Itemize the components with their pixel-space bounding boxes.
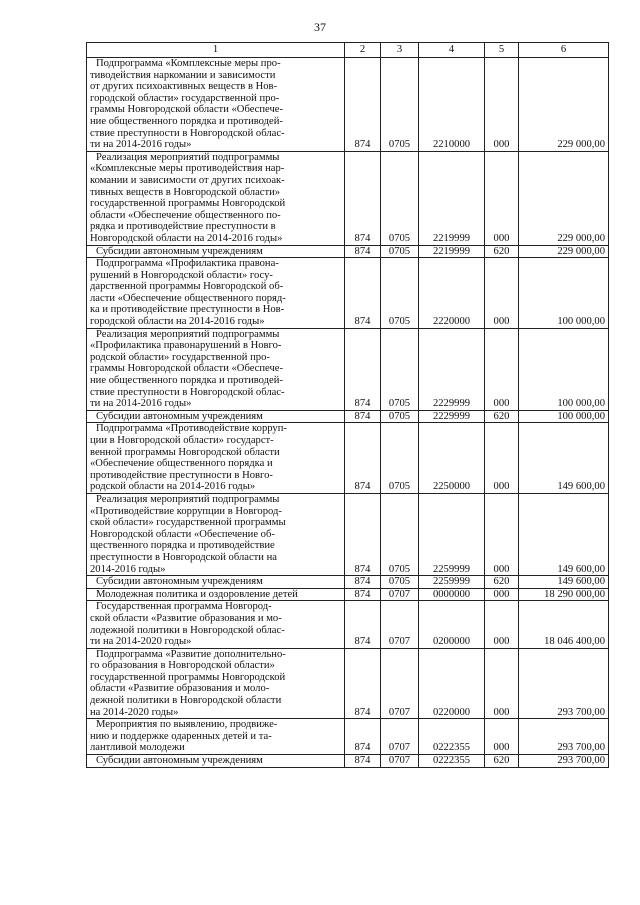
row-name-line: родской области» государственной про- [90,351,270,363]
amount-cell: 149 600,00 [519,576,609,589]
row-name-line: ской области «Развитие образования и мо- [90,612,282,624]
row-name-line: на 2014-2020 годы» [90,706,179,718]
amount-cell: 229 000,00 [519,58,609,152]
row-name-line: лантливой молодежи [90,742,185,754]
ministry-code-cell: 874 [345,493,381,575]
header-cell: 3 [381,43,419,58]
target-article-cell: 2220000 [419,258,485,329]
target-article-cell: 2259999 [419,576,485,589]
row-name-cell [87,258,345,329]
row-name-line: Новгородской области «Обеспечение об- [90,528,275,540]
row-name-line: ка и противодействие преступности в Нов- [90,304,285,316]
row-name-line: области «Обеспечение общественного по- [90,209,281,221]
row-name-line: щественного порядка и противодействие [90,540,275,552]
table-row [87,258,609,329]
row-name-line: ции в Новгородской области» государст- [90,435,274,446]
row-name-line: Реализация мероприятий подпрограммы [96,493,280,505]
row-name-line: Субсидии автономным учреждениям [96,755,263,767]
section-code-cell: 0707 [381,755,419,768]
section-code-cell: 0707 [381,588,419,601]
expense-type-cell: 000 [485,719,519,755]
row-name-line: граммы Новгородской области «Обеспече- [90,363,284,375]
expense-type-cell: 620 [485,576,519,589]
row-name-cell [87,328,345,410]
row-name-line: Субсидии автономным учреждениям [96,576,263,588]
ministry-code-cell: 874 [345,423,381,494]
row-name-cell [87,601,345,648]
row-name-cell [87,245,345,258]
amount-cell: 100 000,00 [519,410,609,423]
table-row [87,410,609,423]
header-cell: 1 [87,43,345,58]
ministry-code-cell: 874 [345,648,381,719]
ministry-code-cell: 874 [345,576,381,589]
row-name-line: противодействие преступности в Новго- [90,469,273,481]
row-name-line: рядка и противодействие преступности в [90,221,276,233]
amount-cell: 18 290 000,00 [519,588,609,601]
row-name-line: ласти «Обеспечение общественного поряд- [90,292,286,304]
row-name-line: родской области на 2014-2016 годы» [90,481,256,493]
row-name-cell [87,755,345,768]
amount-cell: 149 600,00 [519,423,609,494]
row-name-cell [87,588,345,601]
ministry-code-cell: 874 [345,410,381,423]
row-name-line: граммы Новгородской области «Обеспече- [90,104,284,116]
target-article-cell: 0222355 [419,719,485,755]
section-code-cell: 0705 [381,493,419,575]
target-article-cell: 2250000 [419,423,485,494]
amount-cell: 293 700,00 [519,648,609,719]
row-name-line: нию и поддержке одаренных детей и та- [90,730,272,742]
ministry-code-cell: 874 [345,58,381,152]
target-article-cell: 2259999 [419,493,485,575]
expense-type-cell: 000 [485,328,519,410]
target-article-cell: 2210000 [419,58,485,152]
table-row [87,151,609,245]
expense-type-cell: 620 [485,755,519,768]
expense-type-cell: 620 [485,245,519,258]
row-name-line: ти на 2014-2020 годы» [90,636,192,648]
section-code-cell: 0707 [381,719,419,755]
row-name-cell [87,648,345,719]
row-name-line: венной программы Новгородской области [90,446,280,458]
section-code-cell: 0705 [381,576,419,589]
amount-cell: 293 700,00 [519,755,609,768]
row-name-line: го образования в Новгородской области» [90,660,275,672]
ministry-code-cell: 874 [345,328,381,410]
amount-cell: 229 000,00 [519,245,609,258]
row-name-cell [87,423,345,494]
section-code-cell: 0705 [381,423,419,494]
table-row [87,755,609,768]
table-row [87,576,609,589]
row-name-cell [87,410,345,423]
row-name-line: Субсидии автономным учреждениям [96,245,263,257]
row-name-line: Мероприятия по выявлению, продвиже- [96,719,278,731]
row-name-line: Новгородской области на 2014-2016 годы» [90,232,283,244]
amount-cell: 149 600,00 [519,493,609,575]
row-name-line: Подпрограмма «Противодействие корруп- [96,423,287,435]
expense-type-cell: 000 [485,601,519,648]
row-name-line: ти на 2014-2016 годы» [90,398,192,410]
row-name-line: преступности в Новгородской области на [90,551,277,563]
row-name-line: Реализация мероприятий подпрограммы [96,328,280,340]
row-name-line: государственной программы Новгородской [90,671,286,683]
page-number: 37 [314,20,326,34]
section-code-cell: 0705 [381,151,419,245]
row-name-cell [87,58,345,152]
row-name-line: государственной программы Новгородской [90,198,286,210]
table-header-row [87,43,609,58]
ministry-code-cell: 874 [345,755,381,768]
target-article-cell: 2219999 [419,151,485,245]
row-name-line: городской области» государственной про- [90,92,280,104]
row-name-line: ствие преступности в Новгородской облас- [90,386,285,398]
amount-cell: 100 000,00 [519,328,609,410]
row-name-line: тиводействия наркомании и зависимости [90,69,276,81]
row-name-line: Государственная программа Новгород- [96,601,272,613]
row-name-line: ти на 2014-2016 годы» [90,139,192,151]
table-row [87,245,609,258]
row-name-line: ние общественного порядка и противодей- [90,115,283,127]
target-article-cell: 2229999 [419,328,485,410]
row-name-cell [87,719,345,755]
section-code-cell: 0707 [381,601,419,648]
table-row [87,423,609,494]
row-name-line: Реализация мероприятий подпрограммы [96,151,280,163]
target-article-cell: 2219999 [419,245,485,258]
target-article-cell: 0220000 [419,648,485,719]
expense-type-cell: 000 [485,151,519,245]
target-article-cell: 2229999 [419,410,485,423]
table-row [87,58,609,152]
row-name-line: ние общественного порядка и противодей- [90,375,283,387]
section-code-cell: 0705 [381,58,419,152]
amount-cell: 229 000,00 [519,151,609,245]
amount-cell: 18 046 400,00 [519,601,609,648]
row-name-line: Подпрограмма «Развитие дополнительно- [96,648,286,660]
header-cell: 6 [519,43,609,58]
row-name-cell [87,576,345,589]
expense-type-cell: 000 [485,58,519,152]
row-name-line: Подпрограмма «Профилактика правона- [96,258,279,270]
row-name-line: Субсидии автономным учреждениям [96,410,263,422]
row-name-line: области «Развитие образования и моло- [90,683,270,695]
expense-type-cell: 000 [485,493,519,575]
expense-type-cell: 000 [485,258,519,329]
row-name-line: городской области на 2014-2016 годы» [90,316,265,328]
header-cell: 4 [419,43,485,58]
section-code-cell: 0705 [381,258,419,329]
header-cell: 2 [345,43,381,58]
table-row [87,493,609,575]
row-name-line: дежной политики в Новгородской области [90,695,282,707]
target-article-cell: 0222355 [419,755,485,768]
row-name-line: от других психоактивных веществ в Нов- [90,81,278,93]
row-name-cell [87,151,345,245]
row-name-cell [87,493,345,575]
row-name-line: лодежной политики в Новгородской облас- [90,624,285,636]
amount-cell: 293 700,00 [519,719,609,755]
row-name-line: комании и зависимости от других психоак- [90,174,285,186]
row-name-line: Молодежная политика и оздоровление детей [96,588,298,600]
row-name-line: ской области» государственной программы [90,517,286,529]
ministry-code-cell: 874 [345,245,381,258]
section-code-cell: 0705 [381,245,419,258]
row-name-line: «Профилактика правонарушений в Новго- [90,340,282,352]
section-code-cell: 0707 [381,648,419,719]
ministry-code-cell: 874 [345,588,381,601]
row-name-line: дарственной программы Новгородской об- [90,281,284,293]
ministry-code-cell: 874 [345,719,381,755]
section-code-cell: 0705 [381,328,419,410]
expense-type-cell: 000 [485,423,519,494]
row-name-line: 2014-2016 годы» [90,563,166,575]
target-article-cell: 0000000 [419,588,485,601]
ministry-code-cell: 874 [345,258,381,329]
expense-type-cell: 620 [485,410,519,423]
row-name-line: ствие преступности в Новгородской облас- [90,127,285,139]
header-cell: 5 [485,43,519,58]
ministry-code-cell: 874 [345,151,381,245]
table-row [87,719,609,755]
section-code-cell: 0705 [381,410,419,423]
row-name-line: «Обеспечение общественного порядка и [90,458,273,470]
table-row [87,328,609,410]
row-name-line: «Противодействие коррупции в Новгород- [90,505,282,517]
expense-type-cell: 000 [485,648,519,719]
ministry-code-cell: 874 [345,601,381,648]
table-body [87,58,609,768]
row-name-line: тивных веществ в Новгородской области» [90,186,281,198]
budget-table [86,42,609,768]
table-row [87,648,609,719]
table-row [87,601,609,648]
row-name-line: «Комплексные меры противодействия нар- [90,163,285,175]
row-name-line: Подпрограмма «Комплексные меры про- [96,58,281,69]
table-row [87,588,609,601]
expense-type-cell: 000 [485,588,519,601]
target-article-cell: 0200000 [419,601,485,648]
amount-cell: 100 000,00 [519,258,609,329]
row-name-line: рушений в Новгородской области» госу- [90,269,273,281]
